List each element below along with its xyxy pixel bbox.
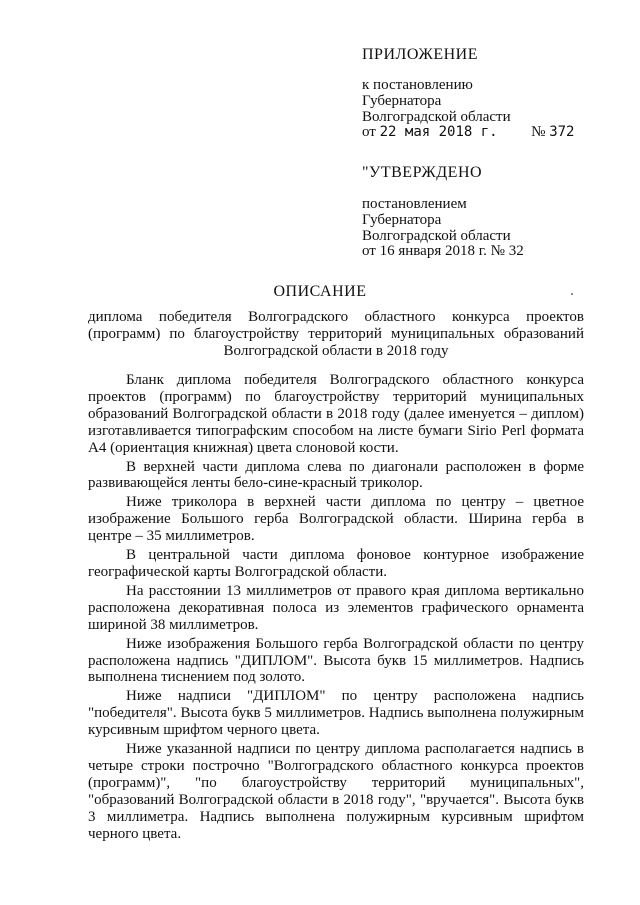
paragraph-tricolor: В верхней части диплома слева по диагонали расположен в форме развивающейся ленты бело-сине-красный триколор. [88, 458, 584, 492]
resolution-number: 372 [549, 124, 575, 140]
appendix-date-line [362, 124, 574, 141]
approved-line-2: Губернатора [362, 212, 442, 228]
document-body [88, 372, 584, 844]
appendix-line-3: Волгоградской области [362, 109, 511, 125]
appendix-title: ПРИЛОЖЕНИЕ [362, 46, 479, 63]
paragraph-blank: Бланк диплома победителя Волгоградского областного конкурса проектов (программ) по благоустройству территорий муниципальных образований Волгоградской области в 2018 году (далее именуется – диплом) изготавливается типографским способом на листе бумаги Sirio Perl формата А4 (ориентация книжная) цвета слоновой кости. [88, 372, 584, 456]
appendix-line-1: к постановлению [362, 77, 473, 93]
resolution-date: 22 мая 2018 г. [379, 124, 498, 140]
scan-speck [571, 293, 573, 295]
paragraph-ornament: На расстоянии 13 миллиметров от правого края диплома вертикально расположена декоративная полоса из элементов графического орнамента шириной 38 миллиметров. [88, 582, 584, 633]
paragraph-winner-label: Ниже надписи "ДИПЛОМ" по центру расположена надпись "победителя". Высота букв 5 миллиметров. Надпись выполнена полужирным курсивным шрифтом черного цвета. [88, 688, 584, 739]
paragraph-award-text: Ниже указанной надписи по центру диплома располагается надпись в четыре строки построчно "Волгоградского областного конкурса проектов (программ)", "по благоустройству территорий муниципальных", "образований Волгоградской области в 2018 году", "вручается". Высота букв 3 миллиметра. Надпись выполнена полужирным курсивным шрифтом черного цвета. [88, 741, 584, 842]
approved-reference [362, 196, 632, 244]
paragraph-map: В центральной части диплома фоновое контурное изображение географической карты Волгоградской области. [88, 547, 584, 580]
document-subtitle: диплома победителя Волгоградского областного конкурса проектов (программ) по благоустройству территорий муниципальных образований Волгоградской области в 2018 году [88, 309, 584, 359]
approved-line-3: Волгоградской области [362, 228, 511, 244]
approved-line-1: постановлением [362, 196, 467, 212]
approved-title: "УТВЕРЖДЕНО [362, 164, 483, 181]
appendix-reference [362, 77, 632, 125]
appendix-line-2: Губернатора [362, 93, 442, 109]
date-prefix: от [362, 124, 376, 140]
paragraph-diploma-label: Ниже изображения Большого герба Волгоградской области по центру расположена надпись "ДИПЛОМ". Высота букв 15 миллиметров. Надпись выполнена тиснением под золото. [88, 635, 584, 686]
document-title: ОПИСАНИЕ [273, 283, 367, 300]
number-prefix: № [531, 124, 546, 140]
approved-date-line: от 16 января 2018 г. № 32 [362, 243, 524, 259]
paragraph-coat-of-arms: Ниже триколора в верхней части диплома по центру – цветное изображение Большого герба Волгоградской области. Ширина герба в центре – 35 миллиметров. [88, 494, 584, 545]
